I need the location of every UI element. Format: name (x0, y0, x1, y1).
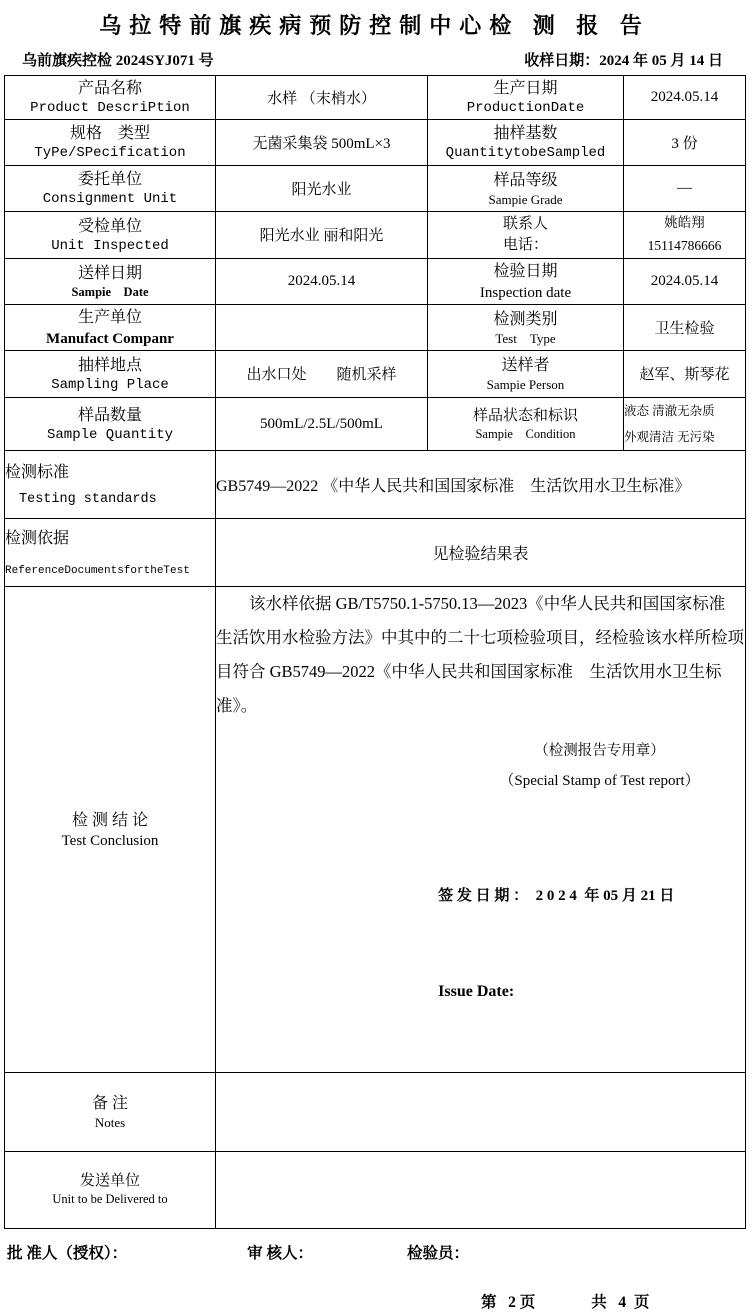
row-spec (5, 120, 746, 166)
product-value: 水样 （末梢水） (216, 76, 428, 120)
stamp-note (454, 737, 745, 796)
reference-label: 检测依据 ReferenceDocumentsfortheTest (5, 519, 216, 587)
send-date-value: 2024.05.14 (216, 258, 428, 304)
row-standards (5, 451, 746, 519)
conclusion-paragraph: 该水样依据 GB/T5750.1-5750.13—2023《中华人民共和国国家标准 生活饮用水检验方法》中其中的二十七项检验项目，经检验该水样所检项目符合 GB5749—2022《中华人民共和国国家标准 生活饮用水卫生标准》。 (216, 594, 744, 715)
spec-label: 规格 类型 TyPe/SPecification (5, 120, 216, 166)
sample-base-label: 抽样基数 QuantitytobeSampled (428, 120, 624, 166)
spec-value: 无菌采集袋 500mL×3 (216, 120, 428, 166)
notes-value (216, 1072, 746, 1151)
consignment-value: 阳光水业 (216, 166, 428, 212)
test-type-label: 检测类别 Test Type (428, 304, 624, 350)
conclusion-value (216, 587, 746, 1072)
stamp-note-zh: （检测报告专用章） (534, 742, 665, 759)
issue-date (438, 818, 745, 1072)
quantity-value: 500mL/2.5L/500mL (216, 397, 428, 451)
approver-label: 批 准人（授权）： (7, 1244, 128, 1262)
condition-label: 样品状态和标识 Sampie Condition (428, 397, 624, 451)
row-conclusion (5, 587, 746, 1072)
test-type-value: 卫生检验 (624, 304, 746, 350)
reviewer-label: 审 核人： (247, 1244, 314, 1262)
inspector-label: 检验员： (407, 1244, 470, 1262)
reference-value: 见检验结果表 (216, 519, 746, 587)
manufacturer-value (216, 304, 428, 350)
report-table (4, 75, 746, 1229)
sample-base-value: 3 份 (624, 120, 746, 166)
delivery-label: 发送单位 Unit to be Delivered to (5, 1151, 216, 1228)
quantity-label: 样品数量 Sample Quantity (5, 397, 216, 451)
product-label: 产品名称 Product DescriPtion (5, 76, 216, 120)
sampling-place-value: 出水口处 随机采样 (216, 350, 428, 397)
row-reference (5, 519, 746, 587)
contact-value: 姚皓翔 15114786666 (624, 212, 746, 259)
document-number: 乌前旗疾控检 2024SYJ071 号 (22, 53, 214, 69)
receive-date: 收样日期：2024 年 05 月 14 日 (524, 53, 723, 69)
notes-label: 备 注 Notes (5, 1072, 216, 1151)
grade-label: 样品等级 Sampie Grade (428, 166, 624, 212)
page-number-line (0, 1290, 749, 1312)
grade-value: — (624, 166, 746, 212)
report-title: 乌拉特前旗疾病预防控制中心检 测 报 告 (99, 13, 650, 38)
condition-value: 液态 清澈无杂质 外观清洁 无污染 (624, 397, 746, 451)
inspected-value: 阳光水业 丽和阳光 (216, 212, 428, 259)
inspection-date-label: 检验日期 Inspection date (428, 258, 624, 304)
standards-value: GB5749—2022 《中华人民共和国国家标准 生活饮用水卫生标准》 (216, 451, 746, 519)
production-date-label: 生产日期 ProductionDate (428, 76, 624, 120)
sampling-place-label: 抽样地点 Sampling Place (5, 350, 216, 397)
page-current: 第 2 页 (481, 1293, 536, 1311)
signature-line (0, 1241, 749, 1263)
page-total: 共 4 页 (591, 1293, 650, 1311)
sender-value: 赵军、斯琴花 (624, 350, 746, 397)
row-manufacturer (5, 304, 746, 350)
conclusion-label: 检 测 结 论 Test Conclusion (5, 587, 216, 1072)
row-send-date (5, 258, 746, 304)
report-subheader (22, 49, 723, 70)
contact-label: 联系人 电话： (428, 212, 624, 259)
production-date-value: 2024.05.14 (624, 76, 746, 120)
row-sampling-place (5, 350, 746, 397)
consignment-label: 委托单位 Consignment Unit (5, 166, 216, 212)
row-quantity (5, 397, 746, 451)
manufacturer-label: 生产单位 Manufact Companr (5, 304, 216, 350)
sender-label: 送样者 Sampie Person (428, 350, 624, 397)
row-product (5, 76, 746, 120)
issue-date-zh: 签 发 日 期 ： 2 0 2 4 年 05 月 21 日 (438, 887, 675, 904)
row-delivery (5, 1151, 746, 1228)
send-date-label: 送样日期 Sampie Date (5, 258, 216, 304)
stamp-note-en: （Special Stamp of Test report） (499, 772, 700, 789)
row-consignment (5, 166, 746, 212)
standards-label: 检测标准 Testing standards (5, 451, 216, 519)
inspection-date-value: 2024.05.14 (624, 258, 746, 304)
row-inspected (5, 212, 746, 259)
delivery-value (216, 1151, 746, 1228)
issue-date-en: Issue Date: (438, 983, 515, 1001)
inspected-label: 受检单位 Unit Inspected (5, 212, 216, 259)
row-notes (5, 1072, 746, 1151)
